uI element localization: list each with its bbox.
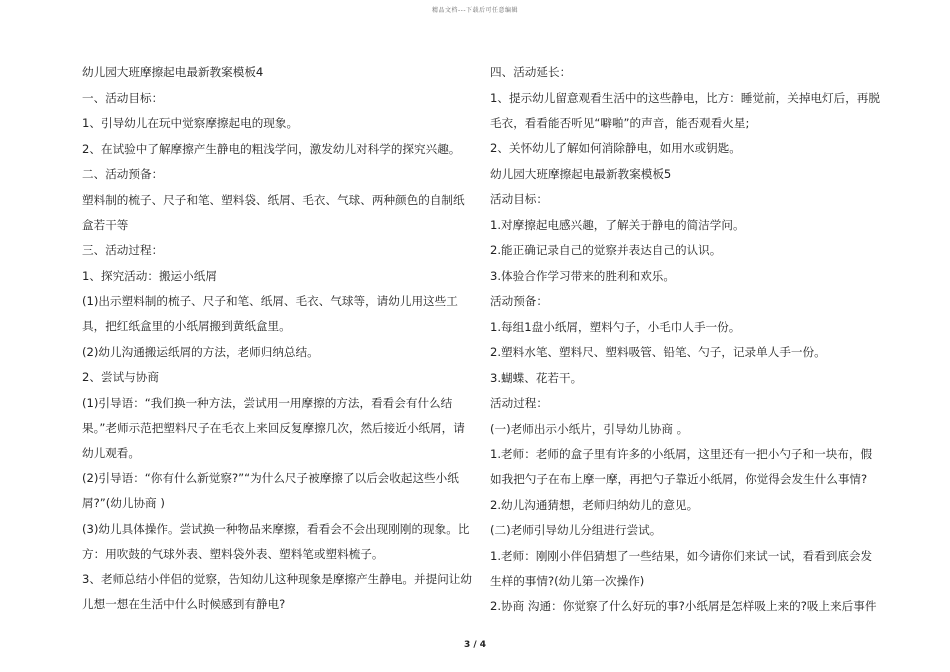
left-paragraph: 2、尝试与协商	[82, 370, 159, 384]
right-paragraph: 2.协商 沟通：你觉察了什么好玩的事?小纸屑是怎样吸上来的?吸上来后事件	[490, 599, 877, 613]
page-number: 3 / 4	[463, 640, 487, 650]
left-paragraph: 1、引导幼儿在玩中觉察摩擦起电的现象。	[82, 116, 299, 130]
right-paragraph: 2.塑料水笔、塑料尺、塑料吸管、铅笔、勺子，记录单人手一份。	[490, 345, 826, 359]
left-paragraph: 一、活动目标：	[82, 90, 164, 105]
left-paragraph: 幼儿园大班摩擦起电最新教案模板4	[82, 65, 264, 79]
right-paragraph: 活动预备：	[490, 294, 548, 308]
right-paragraph: 1.老师：刚刚小伴侣猜想了一些结果，如今请你们来试一试，看看到底会发生样的事情?(幼儿第一次操作)	[490, 548, 873, 588]
right-paragraph: 2、关怀幼儿了解如何消除静电，如用水或钥匙。	[490, 141, 741, 155]
left-paragraph: 2、在试验中了解摩擦产生静电的粗浅学问，激发幼儿对科学的探究兴趣。	[82, 141, 461, 156]
left-column	[82, 60, 472, 618]
left-paragraph: (2)引导语：“你有什么新觉察?”“为什么尺子被摩擦了以后会收起这些小纸屑?”(幼儿协商 )	[82, 471, 459, 510]
left-paragraph: (1)引导语：“我们换一种方法，尝试用一用摩擦的方法，看看会有什么结果。”老师示范把塑料尺子在毛衣上来回反复摩擦几次，然后接近小纸屑，请幼儿观看。	[82, 395, 465, 460]
page-header: 精品文档---下载后可任意编辑	[432, 7, 518, 14]
right-paragraph: 3.体验合作学习带来的胜利和欢乐。	[490, 268, 675, 283]
left-paragraph: 塑料制的梳子、尺子和笔、塑料袋、纸屑、毛衣、气球、两种颜色的自制纸盒若干等	[82, 192, 465, 232]
right-paragraph: 2.幼儿沟通猜想，老师归纳幼儿的意见。	[490, 497, 699, 512]
right-paragraph: 幼儿园大班摩擦起电最新教案模板5	[490, 166, 672, 181]
right-paragraph: 活动目标：	[490, 192, 548, 206]
left-paragraph: (1)出示塑料制的梳子、尺子和笔、纸屑、毛衣、气球等，请幼儿用这些工具，把红纸盒里的小纸屑搬到黄纸盒里。	[82, 294, 458, 333]
right-paragraph: 1.每组1盘小纸屑，塑料勺子，小毛巾人手一份。	[490, 319, 741, 334]
right-paragraph: 3.蝴蝶、花若干。	[490, 370, 583, 385]
right-paragraph: 1、提示幼儿留意观看生活中的这些静电，比方：睡觉前，关掉电灯后，再脱毛衣，看看能否听见“噼啪”的声音，能否观看火星;	[490, 90, 880, 130]
right-column	[490, 60, 882, 620]
left-paragraph: 3、老师总结小伴侣的觉察，告知幼儿这种现象是摩擦产生静电。并提问让幼儿想一想在生活中什么时候感到有静电?	[82, 572, 472, 611]
left-paragraph: 二、活动预备：	[82, 167, 164, 181]
right-paragraph: 1.对摩擦起电感兴趣，了解关于静电的简洁学问。	[490, 217, 745, 232]
right-paragraph: 2.能正确记录自己的觉察并表达自己的认识。	[490, 243, 722, 257]
left-paragraph: (3)幼儿具体操作。尝试换一种物品来摩擦，看看会不会出现刚刚的现象。比方：用吹鼓的气球外表、塑料袋外表、塑料笔或塑料梳子。	[82, 521, 470, 561]
left-paragraph: (2)幼儿沟通搬运纸屑的方法，老师归纳总结。	[82, 344, 319, 359]
right-paragraph: 活动过程：	[490, 396, 548, 410]
right-paragraph: (一)老师出示小纸片，引导幼儿协商 。	[490, 421, 689, 436]
right-paragraph: 1.老师：老师的盒子里有许多的小纸屑，这里还有一把小勺子和一块布，假如我把勺子在布上摩一摩，再把勺子靠近小纸屑，你觉得会发生什么事情?	[490, 447, 873, 486]
left-paragraph: 1、探究活动：搬运小纸屑	[82, 268, 217, 283]
left-paragraph: 三、活动过程：	[82, 243, 164, 257]
right-paragraph: 四、活动延长：	[490, 65, 572, 79]
right-paragraph: (二)老师引导幼儿分组进行尝试。	[490, 523, 662, 537]
